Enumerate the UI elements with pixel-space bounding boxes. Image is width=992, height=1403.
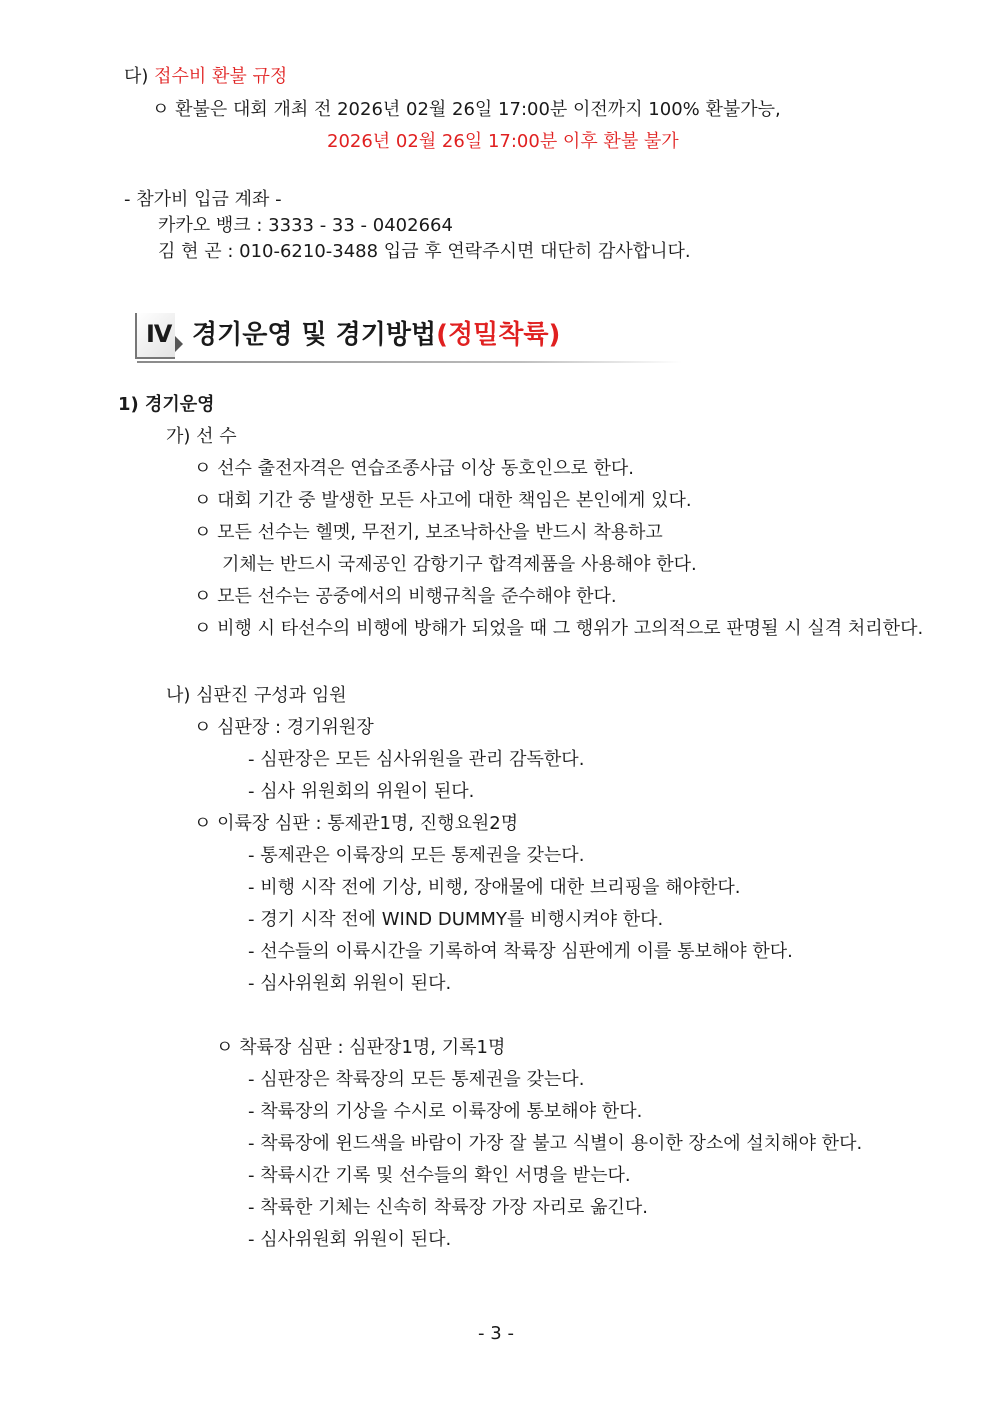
judges-heading: 나) 심판진 구성과 임원 bbox=[166, 685, 347, 706]
players-item: ㅇ 선수 출전자격은 연습조종사급 이상 동호인으로 한다. bbox=[194, 458, 634, 479]
chief-judge-item: - 심사 위원회의 위원이 된다. bbox=[248, 781, 475, 802]
landing-judge-item: - 심판장은 착륙장의 모든 통제권을 갖는다. bbox=[248, 1069, 585, 1090]
landing-judge-title: ㅇ 착륙장 심판 : 심판장1명, 기록1명 bbox=[216, 1037, 506, 1058]
section-number: Ⅳ bbox=[146, 320, 173, 348]
players-item: ㅇ 모든 선수는 헬멧, 무전기, 보조낙하산을 반드시 착용하고 bbox=[194, 522, 663, 543]
landing-judge-item: - 착륙장의 기상을 수시로 이륙장에 통보해야 한다. bbox=[248, 1101, 643, 1122]
players-item: ㅇ 대회 기간 중 발생한 모든 사고에 대한 책임은 본인에게 있다. bbox=[194, 490, 692, 511]
account-contact: 김 현 곤 : 010-6210-3488 입금 후 연락주시면 대단히 감사합니다. bbox=[158, 241, 691, 262]
players-heading: 가) 선 수 bbox=[166, 426, 237, 447]
refund-line-1: ㅇ 환불은 대회 개최 전 2026년 02월 26일 17:00분 이전까지 100% 환불가능, bbox=[152, 99, 781, 120]
account-bank: 카카오 뱅크 : 3333 - 33 - 0402664 bbox=[158, 215, 453, 236]
section-title bbox=[192, 318, 560, 352]
players-item: ㅇ 비행 시 타선수의 비행에 방해가 되었을 때 그 행위가 고의적으로 판명될 시 실격 처리한다. bbox=[194, 618, 924, 639]
players-item: 기체는 반드시 국제공인 감항기구 합격제품을 사용해야 한다. bbox=[222, 554, 697, 575]
section-title-main: 경기운영 및 경기방법 bbox=[192, 320, 437, 350]
landing-judge-item: - 착륙한 기체는 신속히 착륙장 가장 자리로 옮긴다. bbox=[248, 1197, 649, 1218]
operation-heading: 1) 경기운영 bbox=[118, 394, 215, 415]
takeoff-judge-item: - 선수들의 이륙시간을 기록하여 착륙장 심판에게 이를 통보해야 한다. bbox=[248, 941, 793, 962]
takeoff-judge-title: ㅇ 이륙장 심판 : 통제관1명, 진행요원2명 bbox=[194, 813, 519, 834]
takeoff-judge-item: - 심사위원회 위원이 된다. bbox=[248, 973, 452, 994]
refund-heading-text: 접수비 환불 규정 bbox=[154, 66, 288, 87]
players-item: ㅇ 모든 선수는 공중에서의 비행규칙을 준수해야 한다. bbox=[194, 586, 617, 607]
chief-judge-item: - 심판장은 모든 심사위원을 관리 감독한다. bbox=[248, 749, 585, 770]
takeoff-judge-item: - 경기 시작 전에 WIND DUMMY를 비행시켜야 한다. bbox=[248, 909, 664, 930]
account-title: - 참가비 입금 계좌 - bbox=[124, 189, 282, 210]
refund-heading-prefix: 다) bbox=[124, 66, 149, 87]
takeoff-judge-item: - 통제관은 이륙장의 모든 통제권을 갖는다. bbox=[248, 845, 585, 866]
refund-heading bbox=[124, 65, 287, 89]
page-number: - 3 - bbox=[478, 1323, 514, 1344]
section-underline bbox=[137, 361, 682, 363]
chief-judge-title: ㅇ 심판장 : 경기위원장 bbox=[194, 717, 374, 738]
landing-judge-item: - 착륙장에 윈드색을 바람이 가장 잘 불고 식별이 용이한 장소에 설치해야 한다. bbox=[248, 1133, 863, 1154]
section-arrow-icon bbox=[175, 336, 183, 352]
section-title-red: (정밀착륙) bbox=[436, 320, 561, 350]
takeoff-judge-item: - 비행 시작 전에 기상, 비행, 장애물에 대한 브리핑을 해야한다. bbox=[248, 877, 741, 898]
landing-judge-item: - 착륙시간 기록 및 선수들의 확인 서명을 받는다. bbox=[248, 1165, 631, 1186]
refund-line-2: 2026년 02월 26일 17:00분 이후 환불 불가 bbox=[327, 131, 679, 152]
landing-judge-item: - 심사위원회 위원이 된다. bbox=[248, 1229, 452, 1250]
